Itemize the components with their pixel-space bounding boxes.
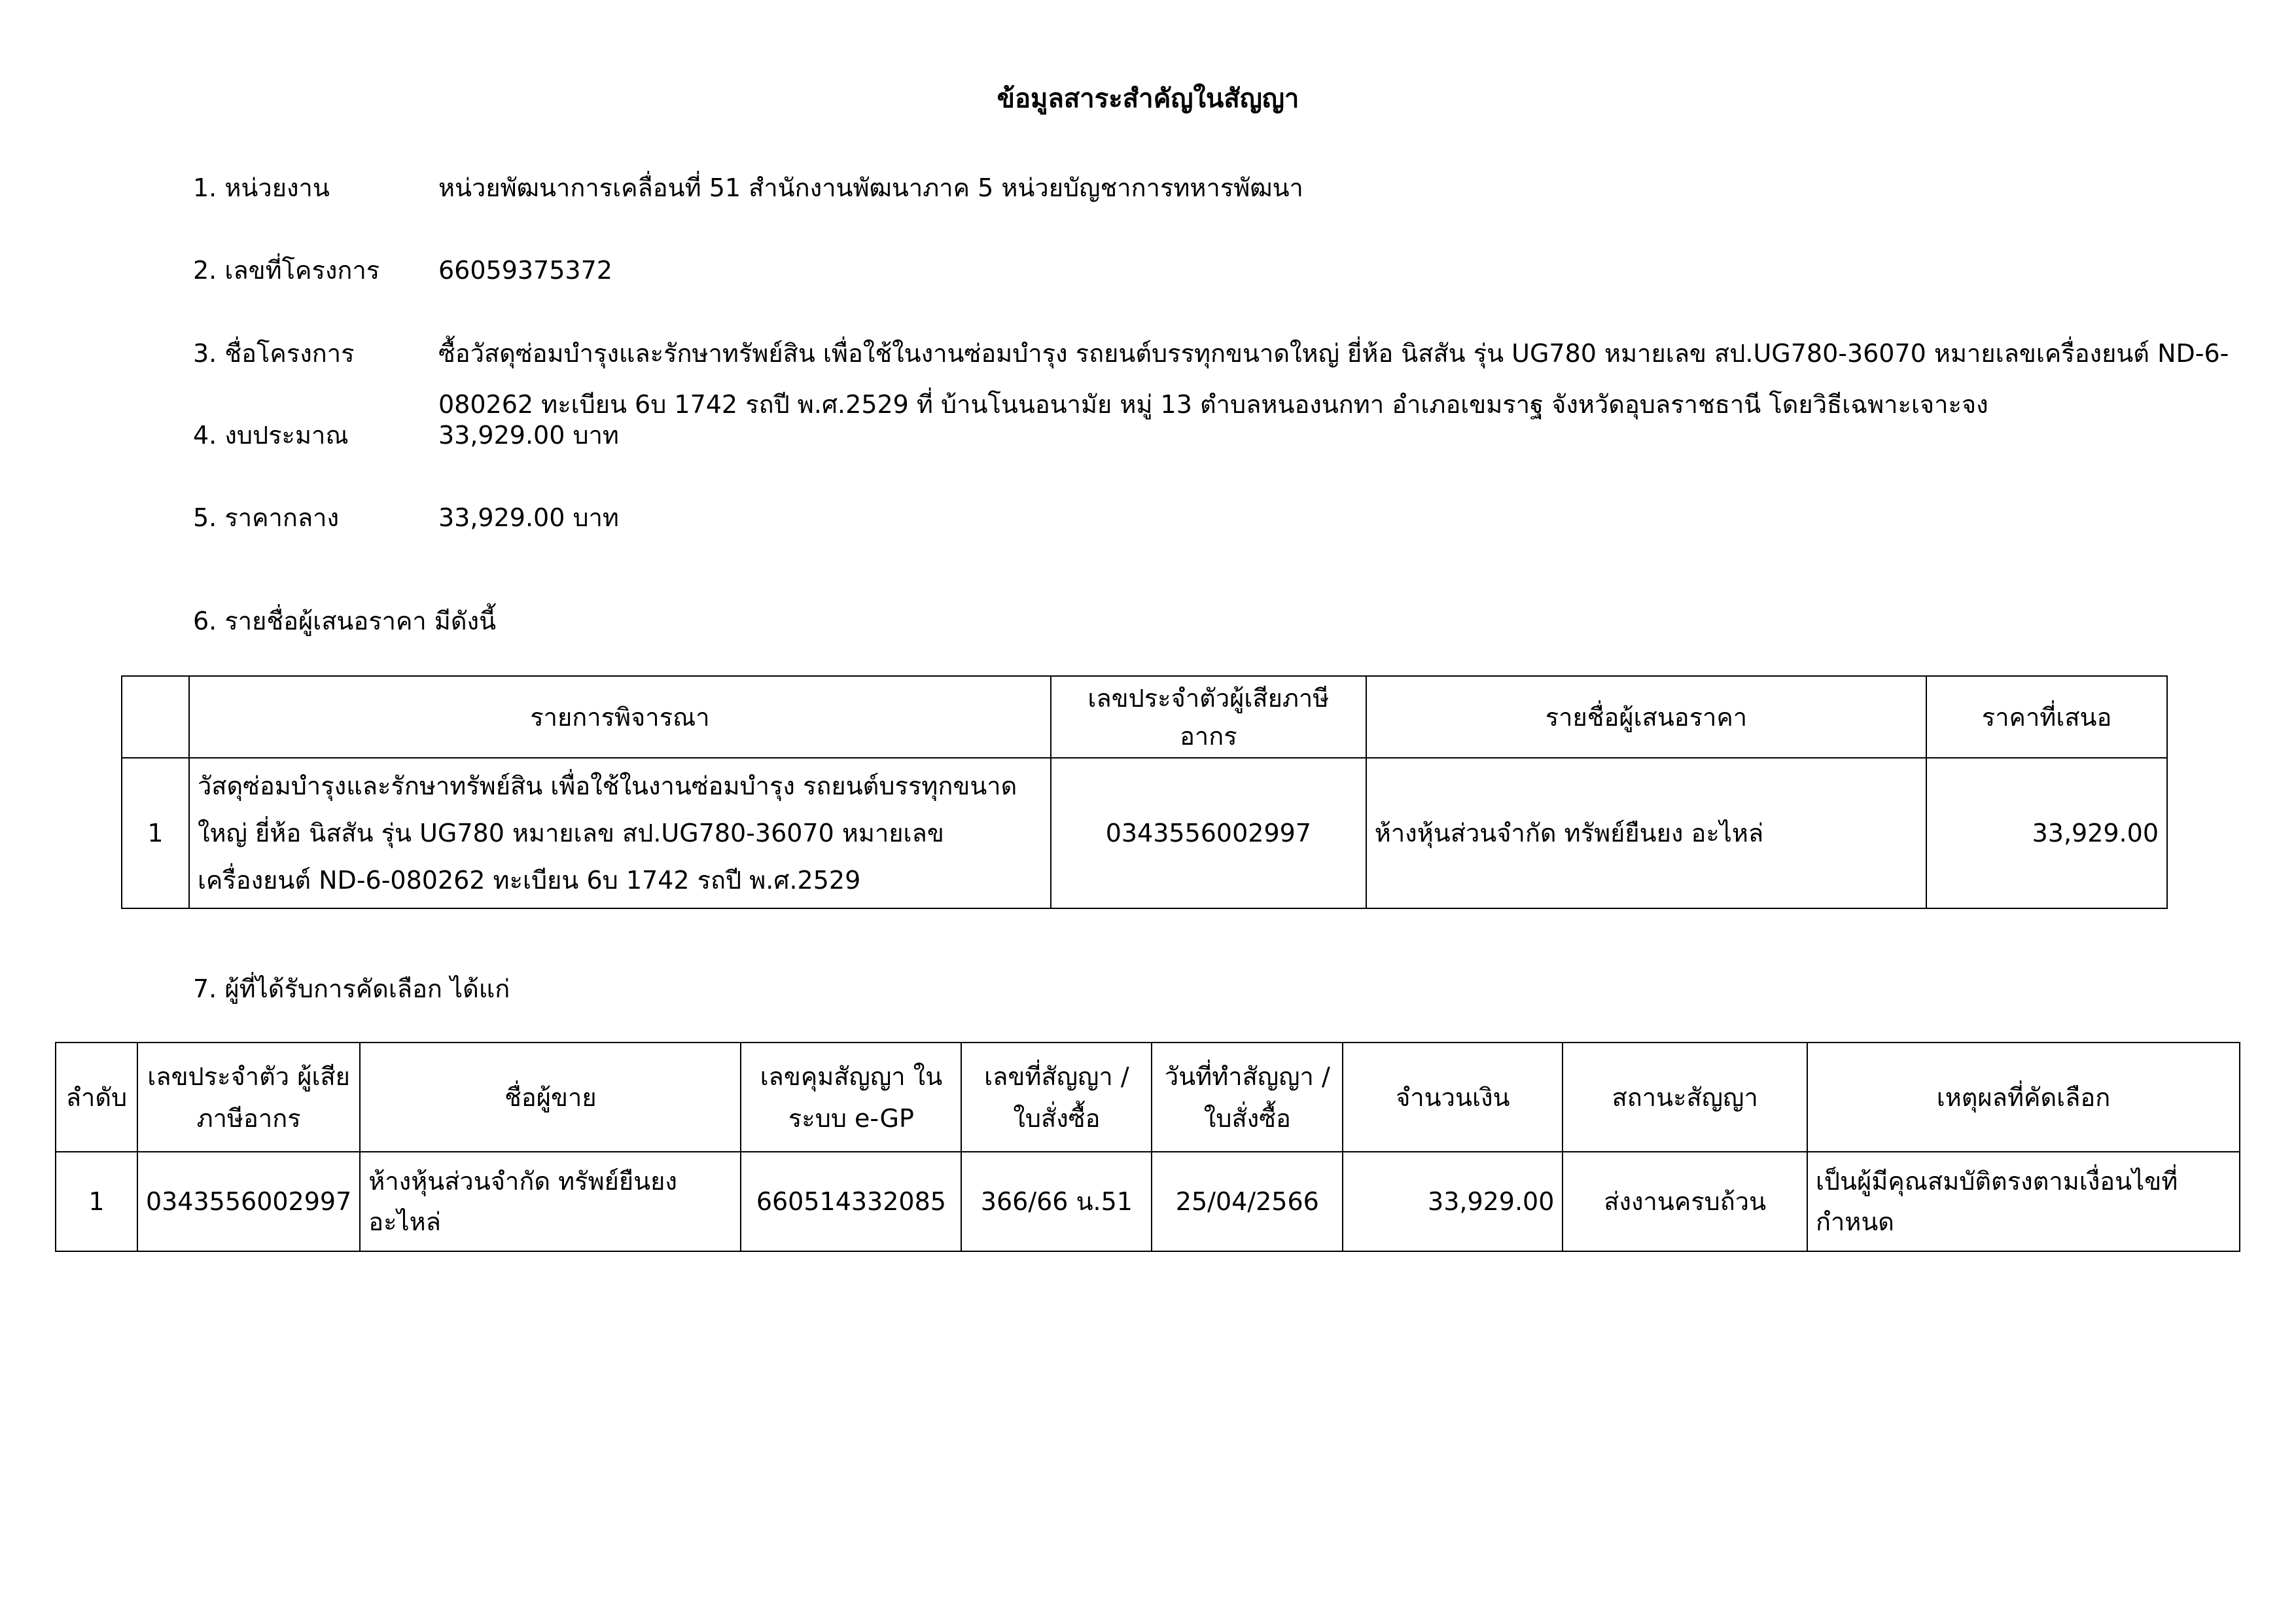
header-cell: วันที่ทำสัญญา / ใบสั่งซื้อ xyxy=(1152,1043,1343,1152)
item-description: วัสดุซ่อมบำรุงและรักษาทรัพย์สิน เพื่อใช้ในงานซ่อมบำรุง รถยนต์บรรทุกขนาดใหญ่ ยี่ห้อ นิสสัน รุ่น UG780 หมายเลข สป.UG780-36070 หมายเลขเครื่องยนต์ ND-6-080262 ทะเบียน 6บ 1742 รถปี พ.ศ.2529 xyxy=(189,758,1051,908)
bidder-name: ห้างหุ้นส่วนจำกัด ทรัพย์ยืนยง อะไหล่ xyxy=(1366,758,1926,908)
selection-reason: เป็นผู้มีคุณสมบัติตรงตามเงื่อนไขที่กำหนด xyxy=(1807,1152,2240,1251)
field-value: หน่วยพัฒนาการเคลื่อนที่ 51 สำนักงานพัฒนาภาค 5 หน่วยบัญชาการทหารพัฒนา xyxy=(438,173,1303,202)
header-cell: ชื่อผู้ขาย xyxy=(360,1043,741,1152)
header-cell: ราคาที่เสนอ xyxy=(1926,676,2167,758)
header-cell: สถานะสัญญา xyxy=(1563,1043,1807,1152)
header-cell: เลขที่สัญญา / ใบสั่งซื้อ xyxy=(961,1043,1152,1152)
field-label: 4. งบประมาณ xyxy=(193,421,349,450)
egp-contract-number: 660514332085 xyxy=(741,1152,961,1251)
header-cell: เหตุผลที่คัดเลือก xyxy=(1807,1043,2240,1152)
contract-number: 366/66 น.51 xyxy=(961,1152,1152,1251)
document-title: ข้อมูลสาระสำคัญในสัญญา xyxy=(997,84,1299,114)
table-header-row xyxy=(56,1043,2240,1152)
row-number: 1 xyxy=(122,758,189,908)
bidders-table xyxy=(121,675,2168,909)
header-cell: เลขประจำตัวผู้เสียภาษีอากร xyxy=(1051,676,1366,758)
field-value: 33,929.00 บาท xyxy=(438,421,619,450)
contract-date: 25/04/2566 xyxy=(1152,1152,1343,1251)
amount: 33,929.00 xyxy=(1343,1152,1563,1251)
header-cell: จำนวนเงิน xyxy=(1343,1043,1563,1152)
tax-id: 0343556002997 xyxy=(1051,758,1366,908)
header-cell: เลขประจำตัว ผู้เสียภาษีอากร xyxy=(137,1043,360,1152)
table-header-row xyxy=(122,676,2167,758)
field-label: 5. ราคากลาง xyxy=(193,503,340,532)
row-number: 1 xyxy=(56,1152,137,1251)
field-label: 3. ชื่อโครงการ xyxy=(193,339,355,368)
section-winner-heading: 7. ผู้ที่ได้รับการคัดเลือก ได้แก่ xyxy=(193,974,510,1003)
table-row xyxy=(56,1152,2240,1251)
winners-table xyxy=(55,1042,2240,1252)
tax-id: 0343556002997 xyxy=(137,1152,360,1251)
header-cell: ลำดับ xyxy=(56,1043,137,1152)
field-value: 33,929.00 บาท xyxy=(438,503,619,532)
header-cell: รายการพิจารณา xyxy=(189,676,1051,758)
field-label: 1. หน่วยงาน xyxy=(193,173,330,202)
table-row xyxy=(122,758,2167,908)
field-label: 2. เลขที่โครงการ xyxy=(193,256,380,285)
field-value: ซื้อวัสดุซ่อมบำรุงและรักษาทรัพย์สิน เพื่อใช้ในงานซ่อมบำรุง รถยนต์บรรทุกขนาดใหญ่ ยี่ห้อ นิสสัน รุ่น UG780 หมายเลข สป.UG780-36070 หมายเลขเครื่องยนต์ ND-6-080262 ทะเบียน 6บ 1742 รถปี พ.ศ.2529 ที่ บ้านโนนอนามัย หมู่ 13 ตำบลหนองนกทา อำเภอเขมราฐ จังหวัดอุบลราชธานี โดยวิธีเฉพาะเจาะจง xyxy=(438,339,2229,419)
offered-price: 33,929.00 xyxy=(1926,758,2167,908)
section-bidders-heading: 6. รายชื่อผู้เสนอราคา มีดังนี้ xyxy=(193,607,497,635)
header-cell xyxy=(122,676,189,758)
seller-name: ห้างหุ้นส่วนจำกัด ทรัพย์ยืนยง อะไหล่ xyxy=(360,1152,741,1251)
contract-status: ส่งงานครบถ้วน xyxy=(1563,1152,1807,1251)
field-value: 66059375372 xyxy=(438,256,612,285)
header-cell: เลขคุมสัญญา ในระบบ e-GP xyxy=(741,1043,961,1152)
header-cell: รายชื่อผู้เสนอราคา xyxy=(1366,676,1926,758)
